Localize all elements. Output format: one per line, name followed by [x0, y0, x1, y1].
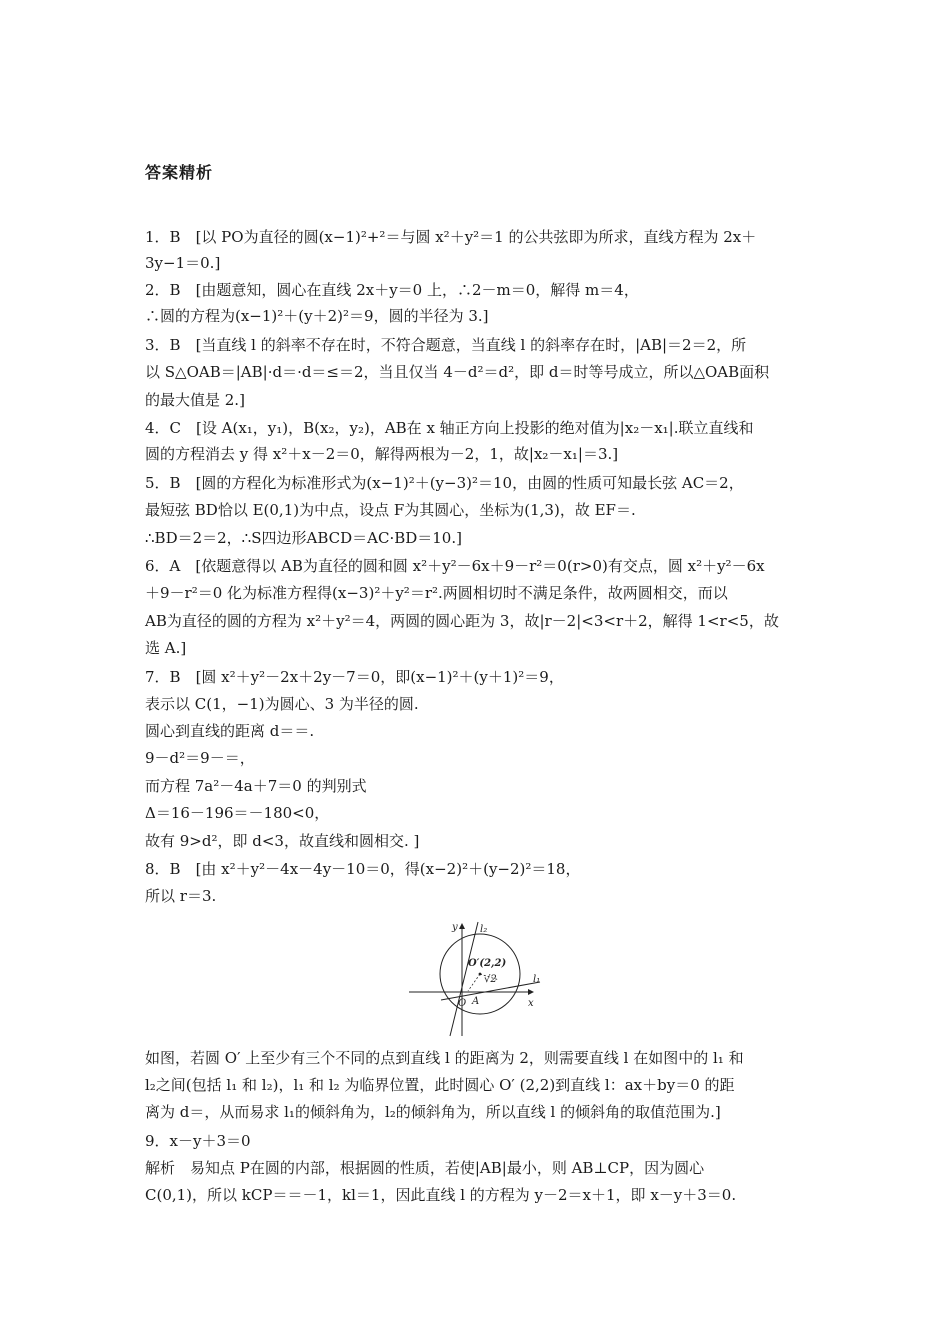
- label-l1: l₁: [533, 974, 541, 985]
- text-line: 6．A [依题意得以 AB为直径的圆和圆 x²＋y²－6x＋9－r²＝0(r>0)有交点，圆 x²＋y²－6x: [145, 557, 765, 575]
- text-line: 如图，若圆 O′ 上至少有三个不同的点到直线 l 的距离为 2，则需要直线 l 在如图中的 l₁ 和: [145, 1049, 744, 1067]
- center-point: [479, 973, 482, 976]
- text-line: AB为直径的圆的方程为 x²＋y²＝4，两圆的圆心距为 3，故|r－2|<3<r＋2，解得 1<r<5，故: [145, 612, 779, 630]
- text-line: 的最大值是 2.]: [145, 391, 245, 409]
- text-line: 圆心到直线的距离 d＝＝.: [145, 722, 315, 740]
- text-line: 选 A.]: [145, 639, 187, 657]
- text-line: 3．B [当直线 l 的斜率不存在时，不符合题意，当直线 l 的斜率存在时，|AB|＝2＝2，所: [145, 336, 747, 354]
- label-l2: l₂: [480, 924, 488, 935]
- page-title: 答案精析: [145, 163, 214, 182]
- text-line: 1．B [以 PO为直径的圆(x−1)²+²＝与圆 x²＋y²＝1 的公共弦即为所求，直线方程为 2x＋: [145, 228, 757, 246]
- text-line: Δ＝16－196＝－180<0，: [145, 804, 330, 822]
- text-line: 故有 9>d²，即 d<3，故直线和圆相交. ]: [145, 832, 420, 850]
- text-line: 而方程 7a²－4a＋7＝0 的判别式: [145, 777, 367, 795]
- text-line: 所以 r＝3.: [145, 887, 217, 905]
- text-line: 5．B [圆的方程化为标准形式为(x−1)²＋(y−3)²＝10，由圆的性质可知最长弦 AC＝2，: [145, 474, 744, 492]
- text-line: ∴圆的方程为(x−1)²＋(y＋2)²＝9，圆的半径为 3.]: [145, 307, 489, 325]
- text-line: ＋9－r²＝0 化为标准方程得(x−3)²＋y²＝r².两圆相切时不满足条件，故两圆相交，而以: [145, 584, 728, 602]
- radius-dashed: [468, 974, 480, 991]
- text-line: 最短弦 BD恰以 E(0,1)为中点，设点 F为其圆心，坐标为(1,3)，故 EF＝.: [145, 501, 636, 519]
- text-line: 离为 d＝，从而易求 l₁的倾斜角为，l₂的倾斜角为，所以直线 l 的倾斜角的取值范围为.]: [145, 1103, 721, 1121]
- label-x: x: [528, 998, 534, 1009]
- label-center: O′(2,2): [468, 958, 507, 969]
- line-l2: [450, 922, 478, 1036]
- label-y: y: [452, 922, 458, 933]
- text-line: 圆的方程消去 y 得 x²＋x－2＝0，解得两根为－2，1，故|x₂－x₁|＝3.]: [145, 445, 619, 463]
- text-line: 2．B [由题意知，圆心在直线 2x＋y＝0 上，∴2－m＝0，解得 m＝4，: [145, 281, 639, 299]
- text-line: 9．x－y＋3＝0: [145, 1132, 251, 1150]
- text-line: 解析 易知点 P在圆的内部，根据圆的性质，若使|AB|最小，则 AB⊥CP，因为圆心: [145, 1159, 705, 1177]
- label-origin: O: [458, 998, 467, 1009]
- text-line: 4．C [设 A(x₁，y₁)，B(x₂，y₂)，AB在 x 轴正方向上投影的绝对值为|x₂－x₁|.联立直线和: [145, 419, 754, 437]
- text-line: 3y−1＝0.]: [145, 254, 221, 272]
- label-sqrt: √2: [484, 974, 497, 985]
- text-line: C(0,1)，所以 kCP＝＝－1，kl＝1，因此直线 l 的方程为 y－2＝x＋1，即 x－y＋3＝0.: [145, 1186, 737, 1204]
- circle-line-diagram: [405, 916, 545, 1040]
- text-line: 7．B [圆 x²＋y²－2x＋2y－7＝0，即(x−1)²＋(y＋1)²＝9，: [145, 668, 564, 686]
- text-line: l₂之间(包括 l₁ 和 l₂)，l₁ 和 l₂ 为临界位置，此时圆心 O′ (2,2)到直线 l：ax＋by＝0 的距: [145, 1076, 735, 1094]
- text-line: ∴BD＝2＝2，∴S四边形ABCD＝AC·BD＝10.]: [145, 529, 462, 547]
- text-line: 8．B [由 x²＋y²－4x－4y－10＝0，得(x−2)²＋(y−2)²＝18，: [145, 860, 581, 878]
- label-a: A: [472, 996, 480, 1007]
- text-line: 以 S△OAB＝|AB|·d＝·d＝≤＝2，当且仅当 4－d²＝d²，即 d＝时等号成立，所以△OAB面积: [145, 363, 770, 381]
- text-line: 表示以 C(1，−1)为圆心、3 为半径的圆.: [145, 695, 419, 713]
- text-line: 9－d²＝9－＝，: [145, 749, 255, 767]
